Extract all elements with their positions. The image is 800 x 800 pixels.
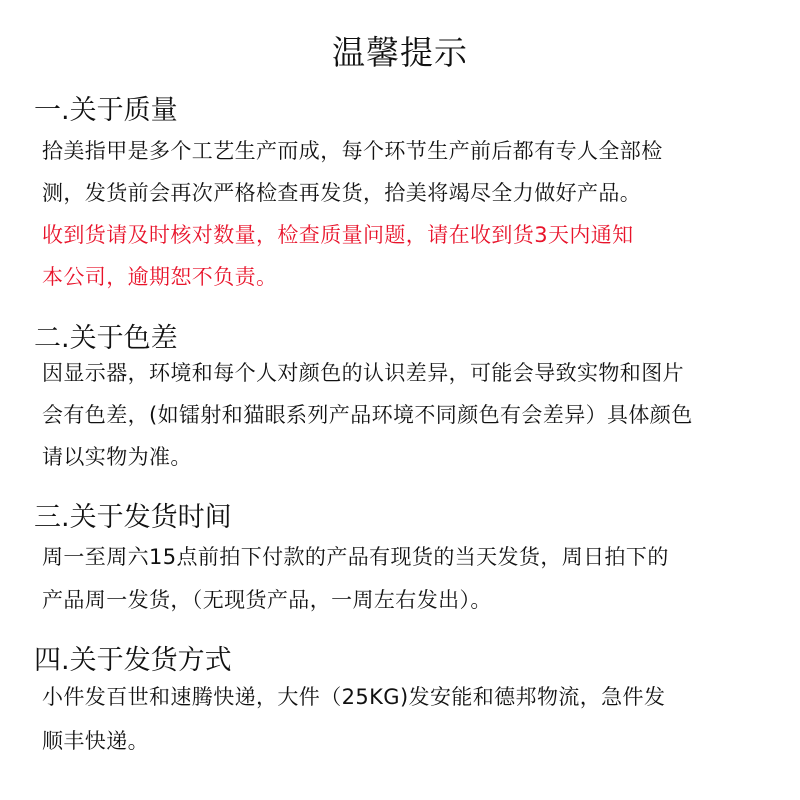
- section-line: 顺丰快递。: [42, 729, 149, 753]
- section-line: 会有色差，(如镭射和猫眼系列产品环境不同颜色有会差异）具体颜色: [42, 403, 693, 427]
- section-line-notice: 本公司，逾期恕不负责。: [42, 265, 278, 289]
- section-heading-quality: 一.关于质量: [34, 95, 178, 126]
- section-line: 请以实物为准。: [42, 445, 192, 469]
- section-line: 产品周一发货，（无现货产品，一周左右发出）。: [42, 588, 492, 612]
- section-line-notice: 收到货请及时核对数量，检查质量问题，请在收到货3天内通知: [42, 223, 634, 247]
- section-heading-shipping-method: 四.关于发货方式: [34, 645, 232, 676]
- section-heading-color-difference: 二.关于色差: [34, 323, 178, 354]
- section-line: 拾美指甲是多个工艺生产而成，每个环节生产前后都有专人全部检: [42, 139, 663, 163]
- section-line: 因显示器，环境和每个人对颜色的认识差异，可能会导致实物和图片: [42, 361, 684, 385]
- section-line: 周一至周六15点前拍下付款的产品有现货的当天发货，周日拍下的: [42, 545, 669, 569]
- section-heading-shipping-time: 三.关于发货时间: [34, 502, 232, 533]
- section-line: 小件发百世和速腾快递，大件（25KG)发安能和德邦物流，急件发: [42, 685, 666, 709]
- page-title: 温馨提示: [332, 33, 468, 72]
- section-line: 测，发货前会再次严格检查再发货，拾美将竭尽全力做好产品。: [42, 181, 642, 205]
